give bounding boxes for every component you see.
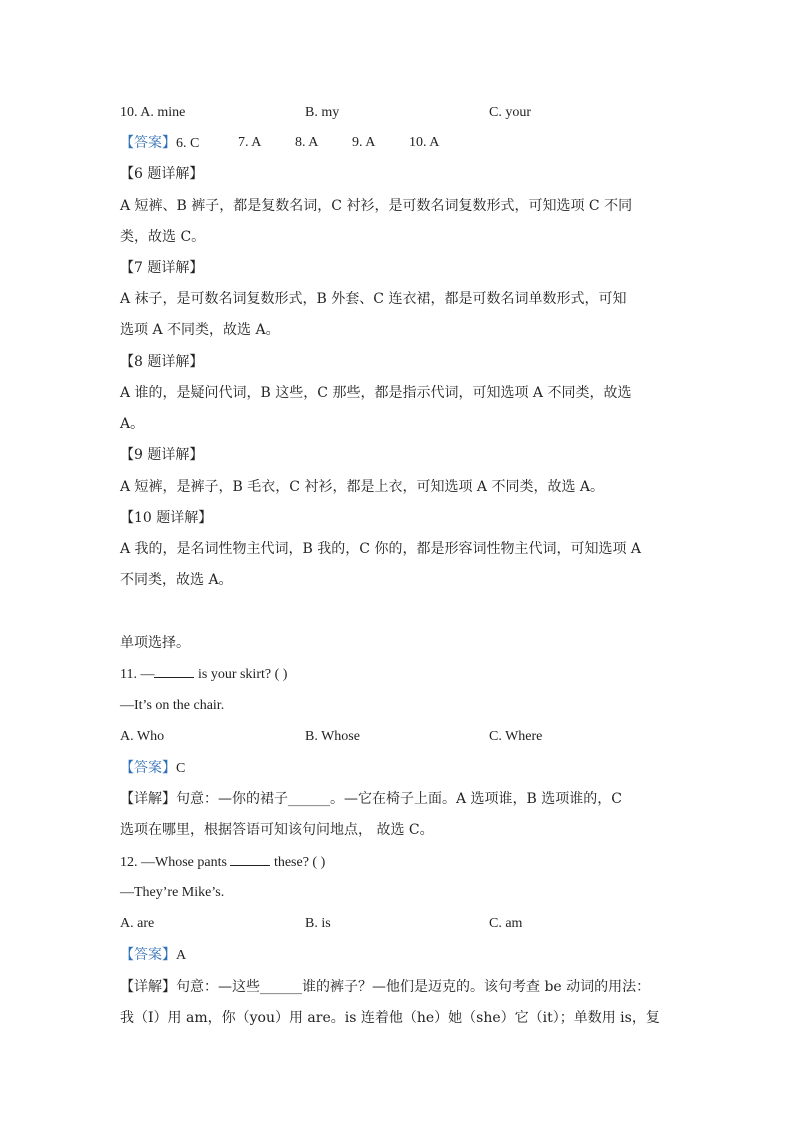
q10-option-c: C. your bbox=[489, 105, 531, 120]
q11-option-b: B. Whose bbox=[305, 729, 360, 744]
q12-option-b: B. is bbox=[305, 916, 331, 931]
q12-detail-line2: 我（I）用 am，你（you）用 are。is 连着他（he）她（she）它（it）；单数用 is，复 bbox=[120, 1010, 660, 1026]
explain10-title: 【10 题详解】 bbox=[120, 510, 213, 526]
q12-detail-line1: 【详解】句意：—这些______谁的裤子？—他们是迈克的。该句考查 be 动词的用法： bbox=[120, 979, 651, 995]
explain7-line1: A 袜子，是可数名词复数形式，B 外套、C 连衣裙，都是可数名词单数形式，可知 bbox=[120, 291, 627, 307]
q12-option-a: A. are bbox=[120, 916, 155, 931]
answer-10: 10. A bbox=[409, 135, 440, 150]
q12-answer: 【答案】A bbox=[120, 947, 187, 963]
q11-answer-label: 【答案】 bbox=[120, 760, 176, 776]
answer-label: 【答案】 bbox=[120, 135, 176, 151]
q11-detail-line2: 选项在哪里，根据答语可知该句问地点， 故选 C。 bbox=[120, 822, 434, 838]
answer-6: 6. C bbox=[176, 136, 200, 151]
section-title: 单项选择。 bbox=[120, 635, 190, 651]
explain6-title: 【6 题详解】 bbox=[120, 166, 204, 182]
q12-answer-label: 【答案】 bbox=[120, 947, 176, 963]
explain8-line1: A 谁的，是疑问代词，B 这些，C 那些，都是指示代词，可知选项 A 不同类，故选 bbox=[120, 385, 632, 401]
explain8-title: 【8 题详解】 bbox=[120, 354, 204, 370]
explain7-line2: 选项 A 不同类，故选 A。 bbox=[120, 322, 280, 338]
explain8-line2: A。 bbox=[120, 416, 145, 432]
q11-reply: —It’s on the chair. bbox=[120, 698, 225, 713]
explain9-title: 【9 题详解】 bbox=[120, 447, 204, 463]
q12-option-c: C. am bbox=[489, 916, 523, 931]
q11-answer: 【答案】C bbox=[120, 760, 186, 776]
q10-option-b: B. my bbox=[305, 105, 340, 120]
answer-7: 7. A bbox=[238, 135, 262, 150]
q11-option-a: A. Who bbox=[120, 729, 165, 744]
explain6-line1: A 短裤、B 裤子，都是复数名词，C 衬衫，是可数名词复数形式，可知选项 C 不同 bbox=[120, 198, 633, 214]
explain10-line2: 不同类，故选 A。 bbox=[120, 572, 233, 588]
answer-row bbox=[120, 134, 440, 153]
q12-blank bbox=[230, 853, 270, 866]
explain7-title: 【7 题详解】 bbox=[120, 260, 204, 276]
q11-option-c: C. Where bbox=[489, 729, 543, 744]
q11-blank bbox=[154, 665, 194, 678]
q11-question: 11. — is your skirt? ( ) bbox=[120, 667, 288, 682]
explain6-line2: 类，故选 C。 bbox=[120, 229, 206, 245]
q10-option-a: 10. A. mine bbox=[120, 105, 186, 120]
q12-reply: —They’re Mike’s. bbox=[120, 885, 225, 900]
q12-question: 12. —Whose pants these? ( ) bbox=[120, 855, 326, 870]
answer-9: 9. A bbox=[352, 135, 376, 150]
answer-8: 8. A bbox=[295, 135, 319, 150]
q11-detail-line1: 【详解】句意：—你的裙子______。—它在椅子上面。A 选项谁，B 选项谁的，C bbox=[120, 791, 623, 807]
explain10-line1: A 我的，是名词性物主代词，B 我的，C 你的，都是形容词性物主代词，可知选项 A bbox=[120, 541, 642, 557]
explain9-line1: A 短裤，是裤子，B 毛衣，C 衬衫，都是上衣，可知选项 A 不同类，故选 A。 bbox=[120, 479, 605, 495]
